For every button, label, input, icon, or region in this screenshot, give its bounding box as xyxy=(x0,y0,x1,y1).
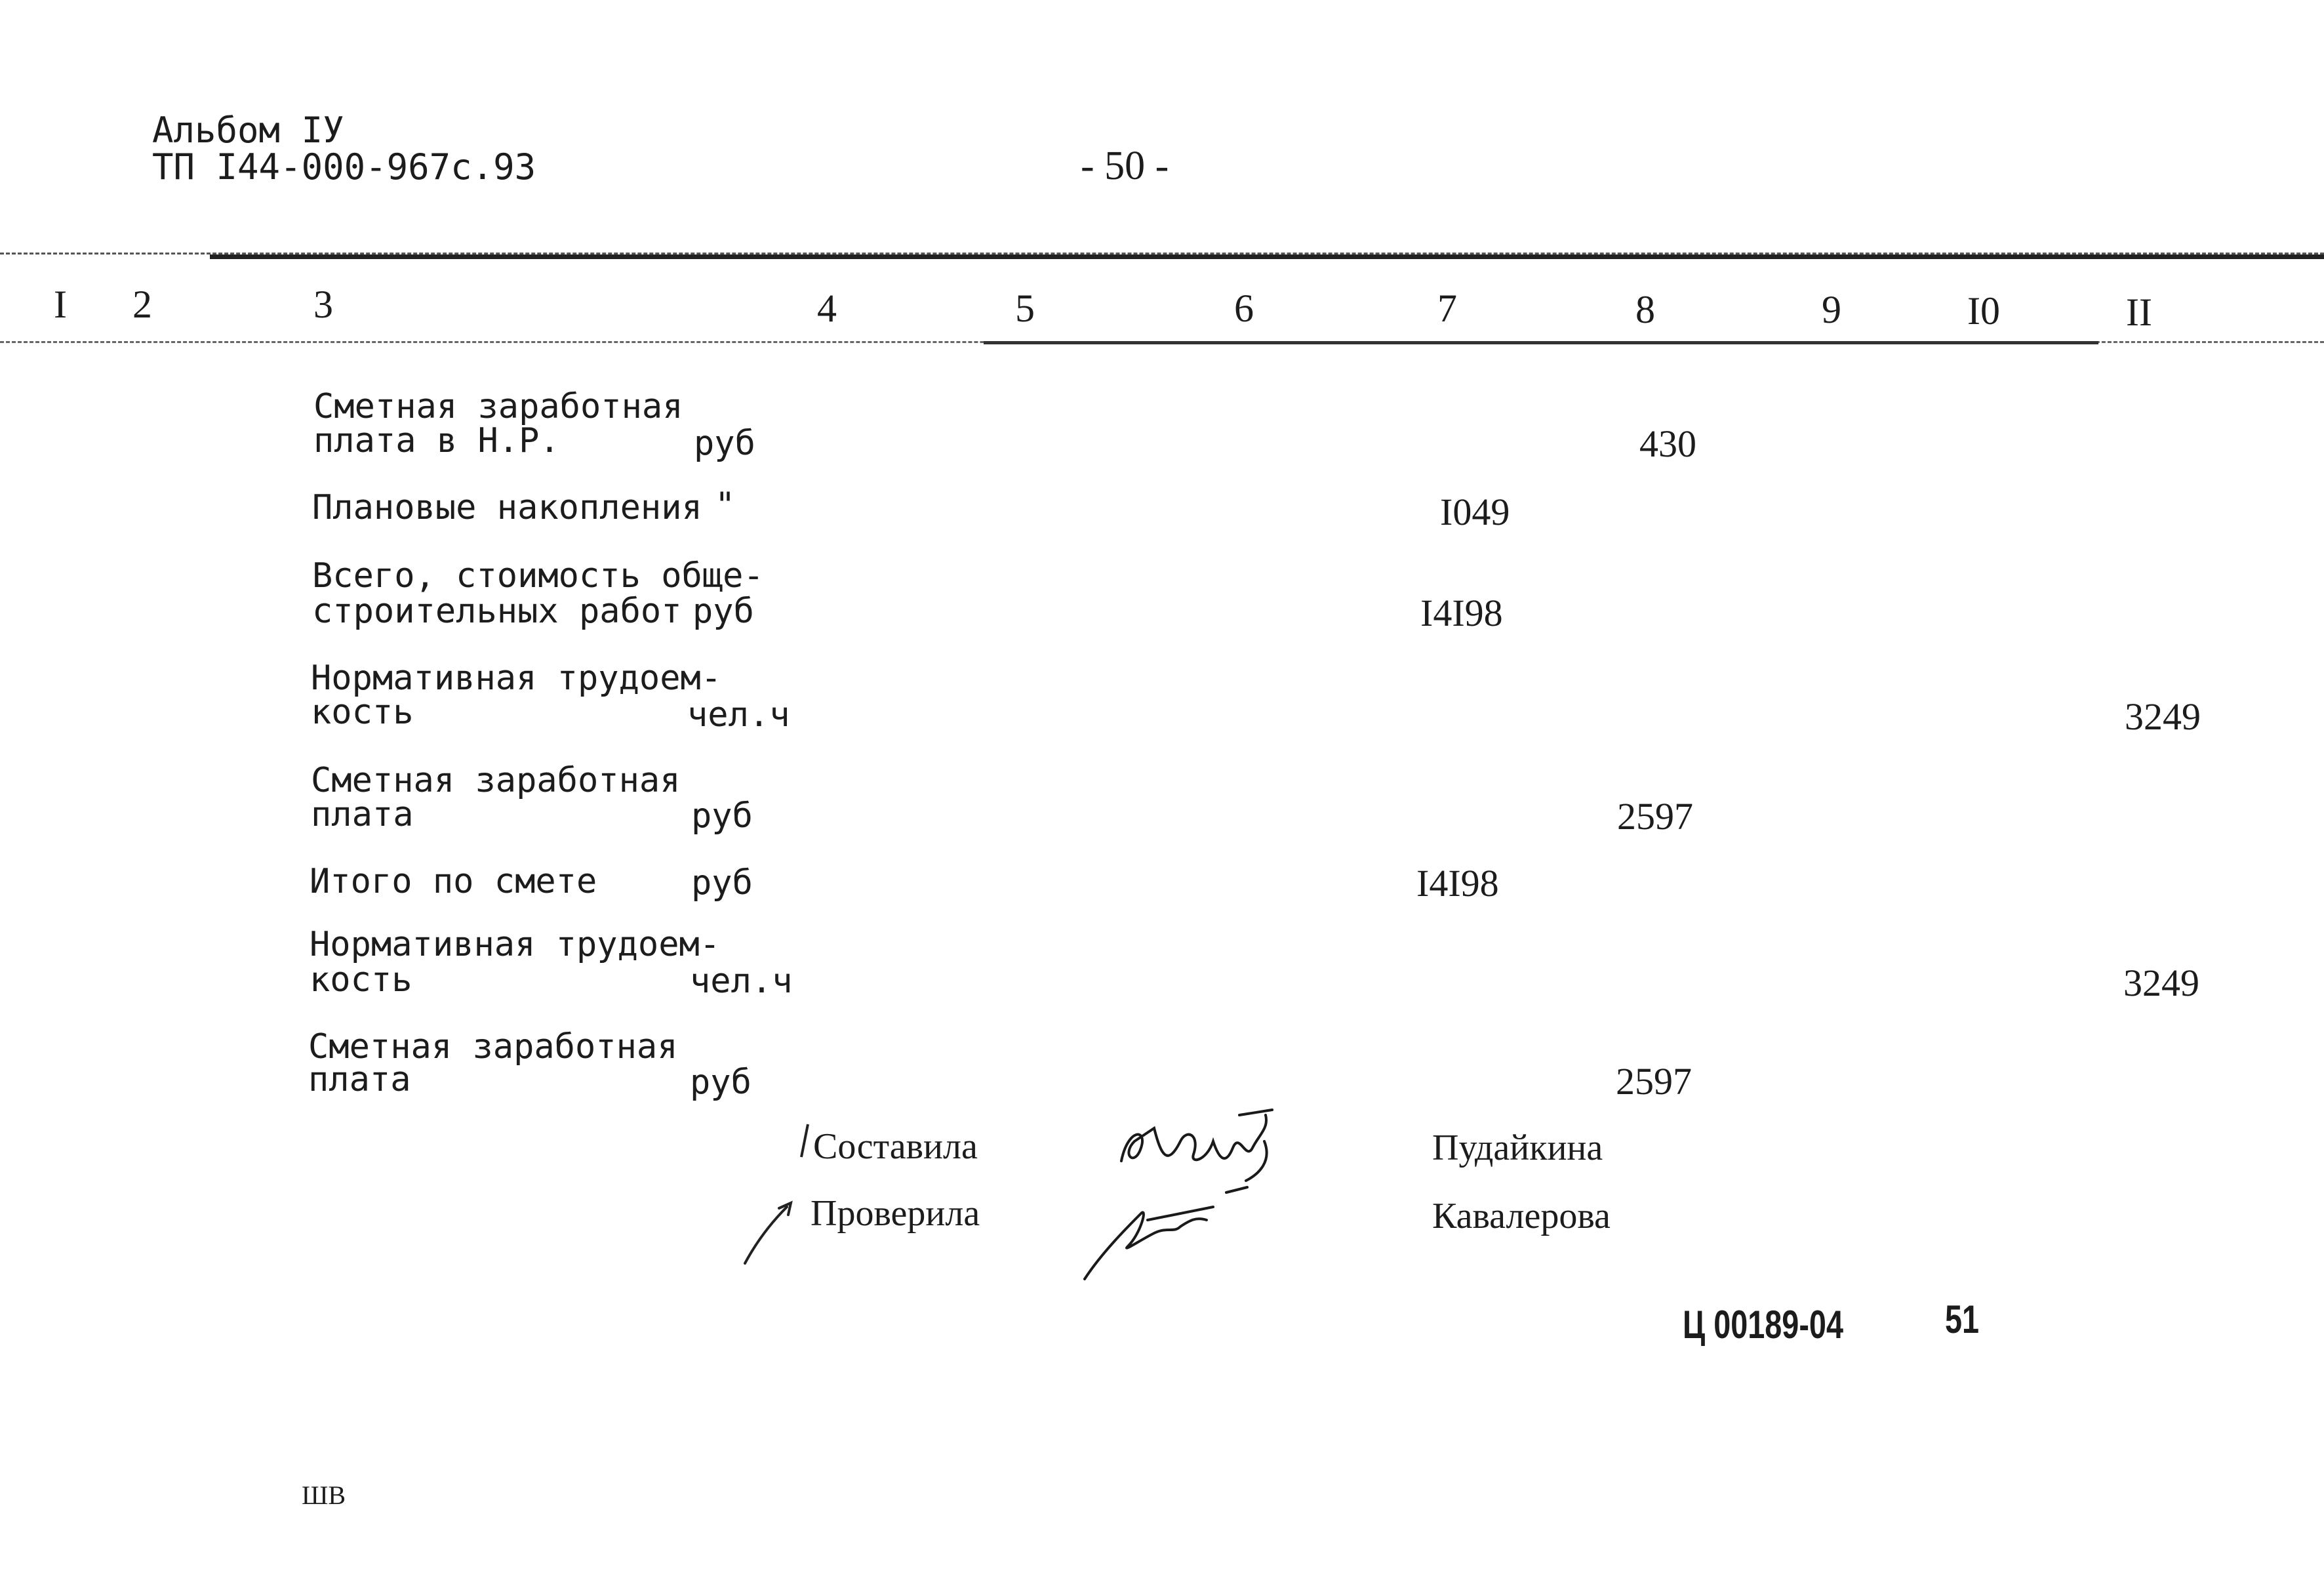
item-value: I4I98 xyxy=(1420,592,1503,634)
item-unit: руб xyxy=(691,863,753,903)
item-name: Плановые накопления xyxy=(312,488,702,527)
item-name: Сметная заработная xyxy=(308,1027,678,1067)
sheet-number: 51 xyxy=(1945,1297,1980,1341)
item-name: строительных работ xyxy=(312,592,682,631)
item-name: кость xyxy=(310,960,412,1000)
column-number: 5 xyxy=(1015,287,1035,330)
item-value: I049 xyxy=(1440,491,1510,533)
item-value: 2597 xyxy=(1617,795,1693,838)
project-code: ТП I44-000-967с.93 xyxy=(152,146,536,188)
column-number: I0 xyxy=(1967,289,2000,333)
item-name: Нормативная трудоем- xyxy=(310,925,721,964)
bottom-mark: ШВ xyxy=(302,1480,346,1510)
item-unit: руб xyxy=(692,592,754,631)
item-unit: руб xyxy=(694,424,755,463)
item-unit: чел.ч xyxy=(687,695,790,735)
column-number: 2 xyxy=(132,283,152,326)
column-number: I xyxy=(54,283,67,326)
column-number: 6 xyxy=(1234,287,1254,330)
item-name: Сметная заработная xyxy=(311,761,681,800)
item-name: Сметная заработная xyxy=(313,387,683,426)
item-unit: руб xyxy=(690,1063,751,1102)
item-unit: " xyxy=(715,485,736,525)
item-value: I4I98 xyxy=(1416,862,1499,905)
item-name: кость xyxy=(311,693,414,732)
item-value: 2597 xyxy=(1616,1060,1692,1103)
item-unit: руб xyxy=(691,796,753,836)
column-number: 4 xyxy=(817,287,837,330)
column-number: 9 xyxy=(1822,288,1841,331)
check-mark xyxy=(741,1194,800,1266)
column-number: 3 xyxy=(313,283,333,326)
compiled-by-name: Пудайкина xyxy=(1432,1128,1603,1168)
checker-signature xyxy=(1075,1181,1246,1286)
item-value: 3249 xyxy=(2123,962,2199,1004)
compiler-signature xyxy=(1108,1102,1285,1194)
document-code: Ц 00189-04 xyxy=(1683,1303,1843,1347)
item-name: Всего, стоимость обще- xyxy=(312,556,764,596)
column-number: 7 xyxy=(1437,287,1457,330)
item-name: плата xyxy=(311,795,414,834)
album-label: Альбом IУ xyxy=(152,110,344,151)
item-name: плата в Н.Р. xyxy=(313,421,560,460)
checked-by-label: Проверила xyxy=(811,1193,980,1234)
column-number: II xyxy=(2126,291,2152,334)
compiled-by-label: Составила xyxy=(813,1126,978,1167)
item-name: Итого по смете xyxy=(310,862,597,901)
checked-by-name: Кавалерова xyxy=(1432,1196,1611,1236)
item-value: 3249 xyxy=(2125,695,2201,738)
page-number: - 50 - xyxy=(1081,144,1169,188)
item-unit: чел.ч xyxy=(690,962,793,1001)
column-number: 8 xyxy=(1635,288,1655,331)
item-name: Нормативная трудоем- xyxy=(311,659,722,698)
item-value: 430 xyxy=(1639,422,1696,465)
item-name: плата xyxy=(308,1060,411,1099)
